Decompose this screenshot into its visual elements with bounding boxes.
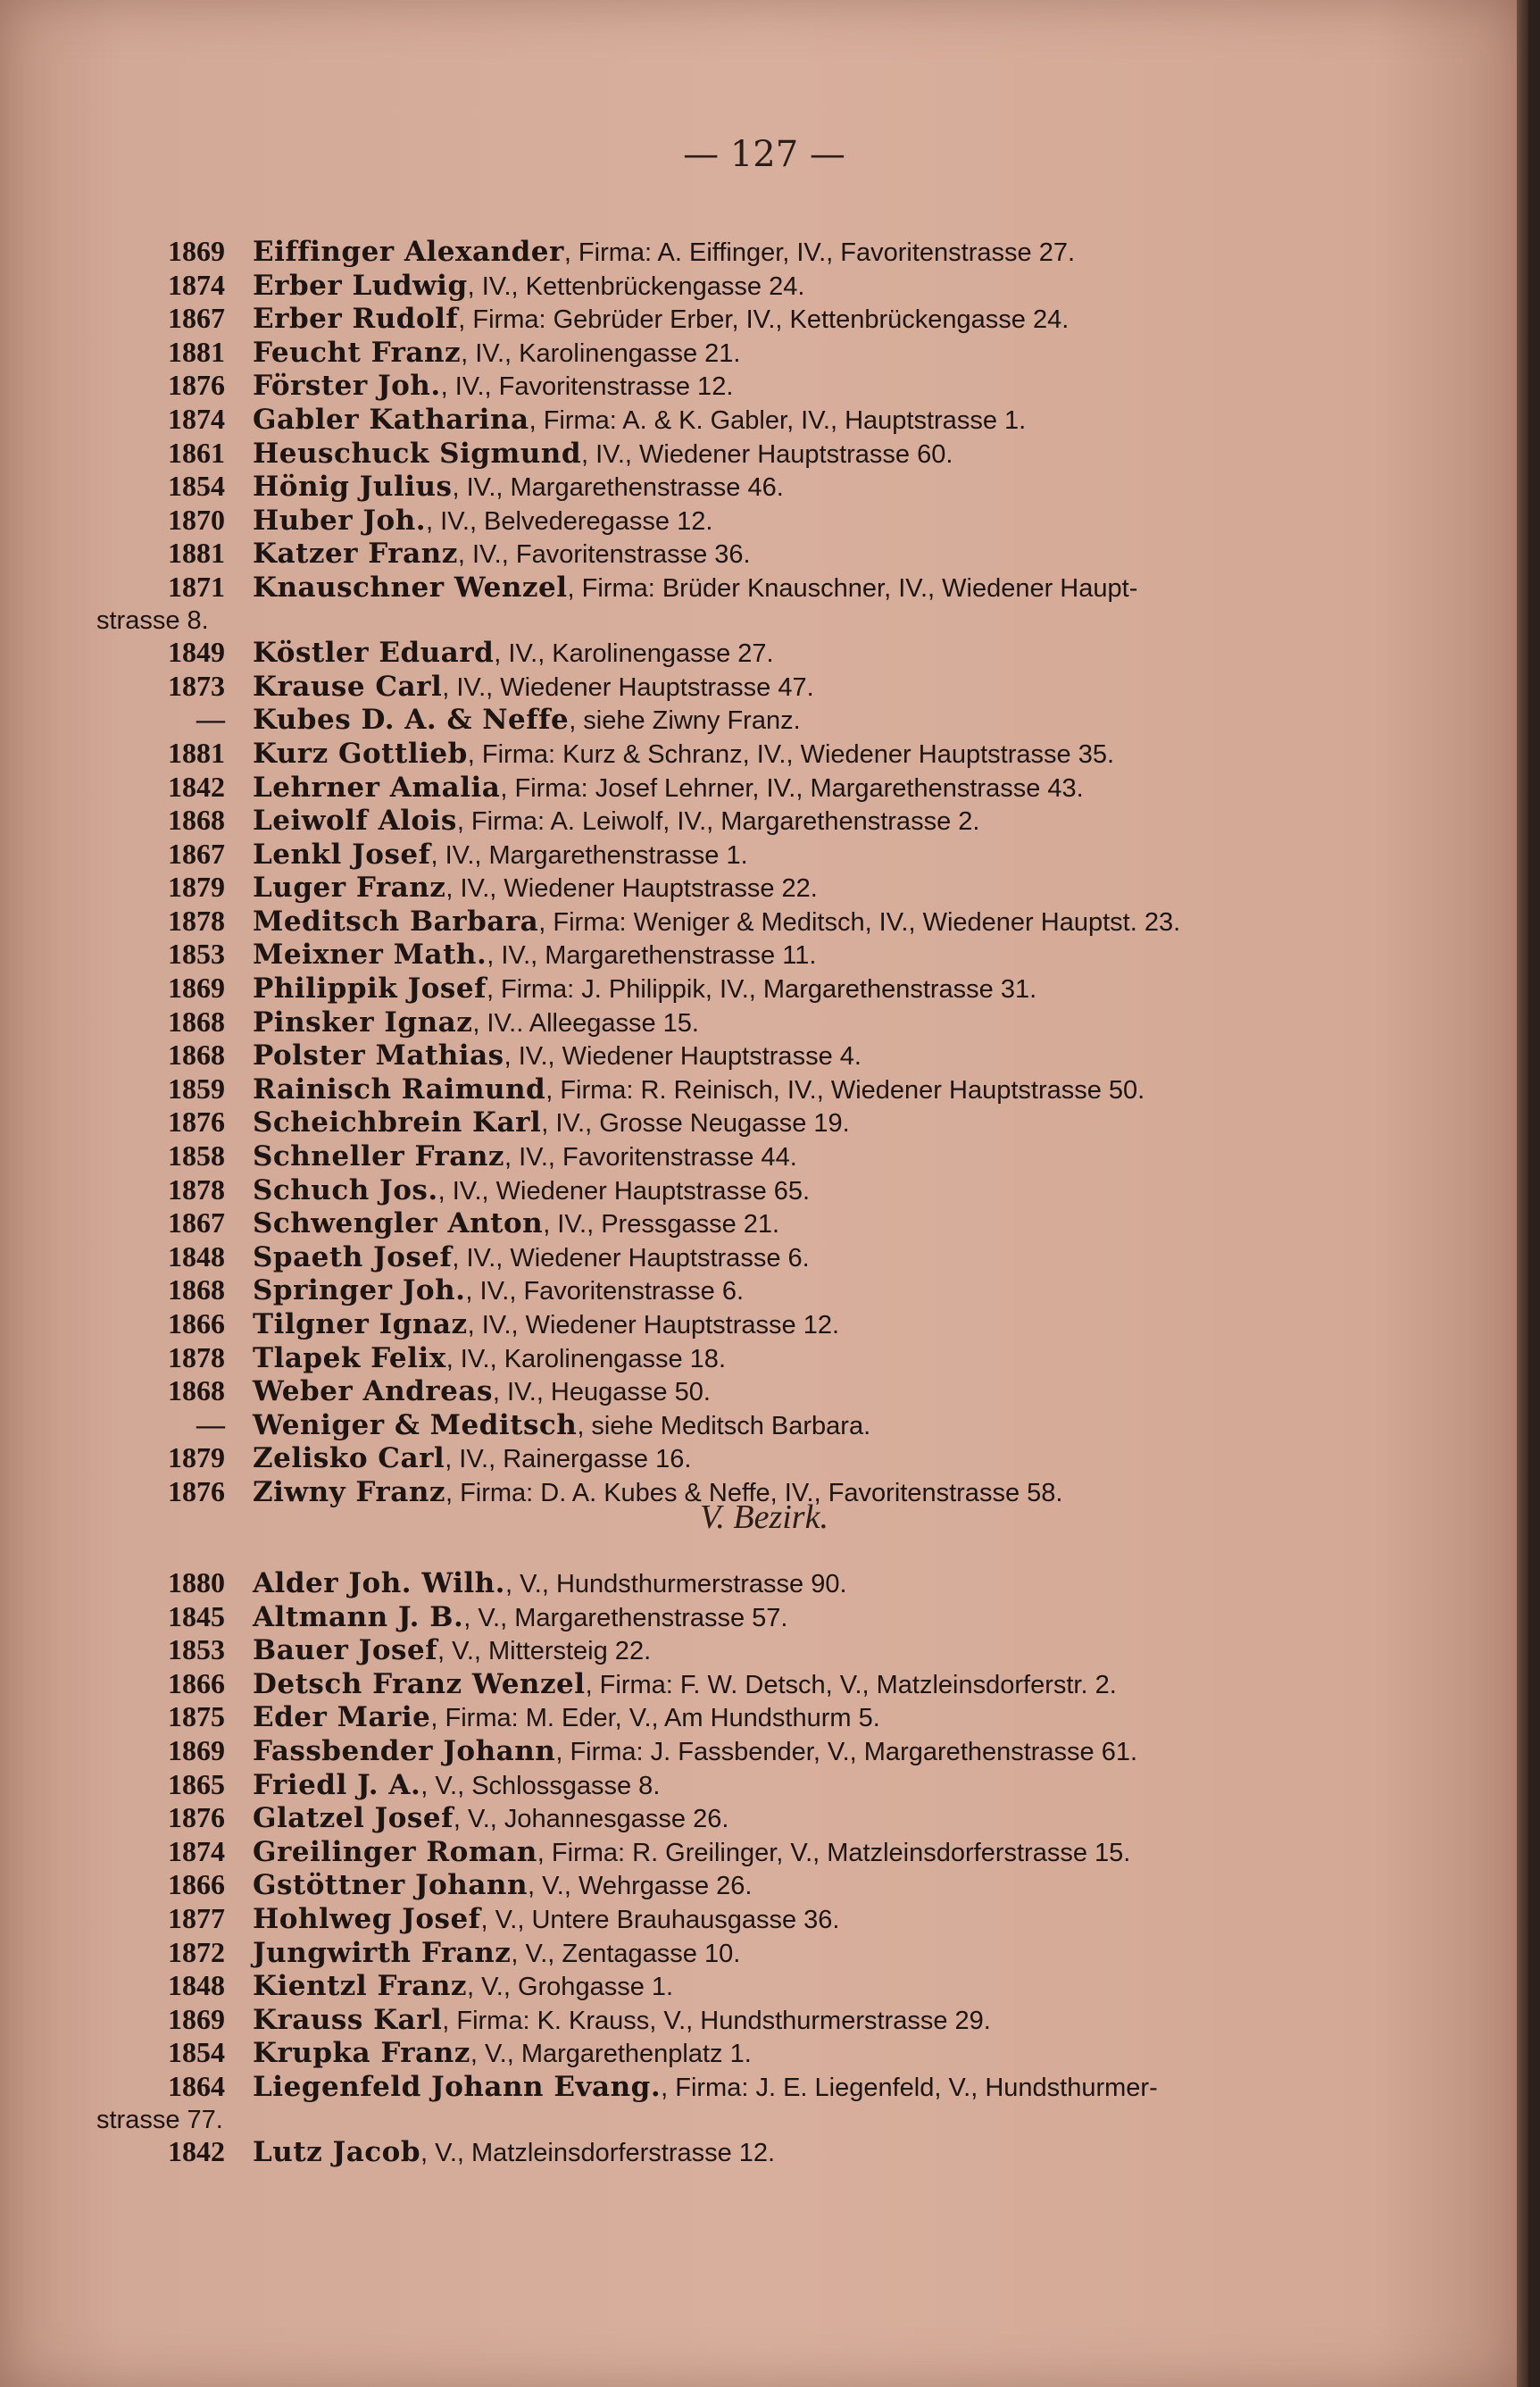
entry-year: 1881 xyxy=(168,537,225,570)
entry-detail: , IV., Kettenbrückengasse 24. xyxy=(467,271,805,301)
entry-name: Meditsch Barbara xyxy=(253,905,539,938)
entry-continuation: strasse 8. xyxy=(96,605,209,635)
entry-year: 1879 xyxy=(168,871,225,904)
entry-year: 1869 xyxy=(168,972,225,1005)
entry-continuation: strasse 77. xyxy=(96,2105,223,2134)
entry-year: 1869 xyxy=(168,1733,225,1766)
entry-detail: , IV., Favoritenstrasse 36. xyxy=(457,540,751,570)
list-item xyxy=(0,2136,1311,2170)
list-item xyxy=(0,438,1311,472)
entry-name: Bauer Josef xyxy=(253,1634,438,1667)
entry-year: 1858 xyxy=(168,1139,225,1173)
entry-detail: , Firma: D. A. Kubes & Neffe, IV., Favoritenstrasse 58. xyxy=(445,1478,1063,1507)
entry-detail: , siehe Meditsch Barbara. xyxy=(577,1411,871,1440)
entry-year: 1868 xyxy=(168,1273,225,1306)
entry-detail: , IV., Margarethenstrasse 11. xyxy=(487,941,817,971)
entry-year: 1875 xyxy=(168,1700,225,1733)
entry-year: 1853 xyxy=(168,938,225,971)
entry-name: Friedl J. A. xyxy=(253,1768,421,1801)
list-item xyxy=(0,637,1311,671)
entry-name: Philippik Josef xyxy=(253,972,487,1006)
list-item xyxy=(0,404,1311,438)
entry-year: 1872 xyxy=(168,1935,225,1968)
entry-year: 1866 xyxy=(168,1868,225,1901)
list-item xyxy=(0,1442,1311,1476)
entry-detail: , IV., Karolinengasse 18. xyxy=(445,1344,726,1373)
entry-detail: , V., Wehrgasse 26. xyxy=(528,1872,753,1901)
entry-detail: , IV., Margarethenstrasse 46. xyxy=(452,473,784,503)
entry-year: 1868 xyxy=(168,1005,225,1038)
entry-year: 1881 xyxy=(168,335,225,368)
entry-detail: , Firma: Weniger & Meditsch, IV., Wiedener Hauptst. 23. xyxy=(538,907,1181,937)
list-item xyxy=(0,1701,1311,1735)
entry-detail: , IV., Favoritenstrasse 6. xyxy=(465,1277,745,1306)
entry-year: 1879 xyxy=(168,1441,225,1474)
entry-name: Hohlweg Josef xyxy=(253,1902,481,1935)
entry-name: Heuschuck Sigmund xyxy=(253,437,581,470)
entry-year: 1848 xyxy=(168,1239,225,1273)
entry-name: Eder Marie xyxy=(253,1701,431,1734)
entry-detail: , Firma: A. & K. Gabler, IV., Hauptstrasse 1. xyxy=(529,405,1027,435)
entry-year: — xyxy=(196,703,225,736)
entry-detail: , IV., Wiedener Hauptstrasse 60. xyxy=(581,439,953,469)
list-item xyxy=(0,1869,1311,1903)
entry-name: Glatzel Josef xyxy=(253,1802,454,1835)
entry-year: 1864 xyxy=(168,2069,225,2102)
entry-detail: , IV., Belvederegasse 12. xyxy=(426,506,713,536)
entry-detail: , V., Matzleinsdorferstrasse 12. xyxy=(420,2139,776,2168)
list-item xyxy=(0,1207,1311,1241)
entry-name: Greilinger Roman xyxy=(253,1835,537,1868)
list-item xyxy=(0,2004,1311,2038)
entry-name: Erber Ludwig xyxy=(253,269,468,302)
entry-year: 1871 xyxy=(168,570,225,603)
entry-year: 1876 xyxy=(168,369,225,402)
entry-name: Kientzl Franz xyxy=(253,1970,467,2003)
entry-name: Detsch Franz Wenzel xyxy=(253,1667,586,1700)
entry-detail: , IV., Wiedener Hauptstrasse 22. xyxy=(445,874,818,904)
entry-year: 1878 xyxy=(168,1173,225,1206)
entry-detail: , V., Mittersteig 22. xyxy=(437,1637,652,1666)
entry-detail: , V., Untere Brauhausgasse 36. xyxy=(480,1905,840,1934)
list-item xyxy=(0,505,1311,538)
entry-year: 1845 xyxy=(168,1599,225,1632)
list-item xyxy=(0,236,1311,270)
entry-detail: , IV., Wiedener Hauptstrasse 12. xyxy=(467,1311,840,1340)
entry-name: Köstler Eduard xyxy=(253,637,495,670)
entry-detail: , IV., Wiedener Hauptstrasse 6. xyxy=(452,1243,810,1273)
list-item xyxy=(0,1140,1311,1174)
list-item xyxy=(0,538,1311,572)
entry-year: 1876 xyxy=(168,1106,225,1139)
list-item xyxy=(0,337,1311,371)
list-item xyxy=(0,303,1311,337)
entry-name: Alder Joh. Wilh. xyxy=(253,1567,505,1599)
entry-detail: , V., Grohgasse 1. xyxy=(467,1973,674,2002)
list-item xyxy=(0,772,1311,805)
entry-year: 1848 xyxy=(168,1969,225,2002)
entry-name: Lehrner Amalia xyxy=(253,771,501,804)
entry-name: Scheichbrein Karl xyxy=(253,1106,542,1139)
list-item xyxy=(0,1274,1311,1308)
entry-year: 1881 xyxy=(168,736,225,769)
entry-detail: , Firma: R. Reinisch, IV., Wiedener Hauptstrasse 50. xyxy=(545,1075,1145,1105)
entry-year: 1866 xyxy=(168,1307,225,1340)
entry-detail: , Firma: Josef Lehrner, IV., Margarethenstrasse 43. xyxy=(500,773,1084,803)
entry-detail: , Firma: K. Krauss, V., Hundsthurmerstrasse 29. xyxy=(442,2006,991,2035)
entry-year: 1878 xyxy=(168,904,225,937)
entry-name: Schwengler Anton xyxy=(253,1207,544,1240)
entry-detail: , IV., Karolinengasse 21. xyxy=(461,338,741,368)
entry-detail: , V., Schlossgasse 8. xyxy=(420,1771,661,1800)
entry-detail: , IV., Favoritenstrasse 12. xyxy=(440,372,734,402)
entry-detail: , Firma: M. Eder, V., Am Hundsthurm 5. xyxy=(430,1704,880,1733)
entry-year: 1874 xyxy=(168,402,225,435)
list-item xyxy=(0,1106,1311,1140)
entry-detail: , Firma: Gebrüder Erber, IV., Kettenbrückengasse 24. xyxy=(458,305,1070,335)
entry-name: Rainisch Raimund xyxy=(253,1072,546,1106)
entry-detail: , V., Margarethenplatz 1. xyxy=(470,2040,752,2069)
entry-year: 1859 xyxy=(168,1072,225,1105)
entry-detail: , IV., Heugasse 50. xyxy=(492,1378,711,1407)
entry-year: 1861 xyxy=(168,436,225,469)
entry-name: Ziwny Franz xyxy=(253,1475,445,1508)
district-iv-list xyxy=(0,236,1528,1510)
entry-name: Eiffinger Alexander xyxy=(253,236,564,268)
list-item xyxy=(0,738,1311,772)
entry-name: Feucht Franz xyxy=(253,336,462,369)
entry-detail: , Firma: J. E. Liegenfeld, V., Hundsthurmer- xyxy=(661,2073,1158,2102)
entry-year: 1869 xyxy=(168,2002,225,2035)
entry-year: 1865 xyxy=(168,1767,225,1800)
entry-detail: , V., Zentagasse 10. xyxy=(511,1939,741,1968)
entry-name: Schneller Franz xyxy=(253,1140,504,1173)
entry-name: Erber Rudolf xyxy=(253,303,459,336)
list-item xyxy=(0,270,1311,304)
entry-name: Hönig Julius xyxy=(253,471,453,504)
list-item xyxy=(0,1006,1311,1040)
entry-detail: , Firma: A. Leiwolf, IV., Margarethenstrasse 2. xyxy=(456,807,980,837)
entry-name: Kurz Gottlieb xyxy=(253,737,468,770)
entry-detail: , V., Margarethenstrasse 57. xyxy=(463,1603,788,1632)
entry-name: Förster Joh. xyxy=(253,370,441,403)
list-item xyxy=(0,972,1311,1006)
entry-name: Zelisko Carl xyxy=(253,1442,445,1475)
entry-detail: , Firma: R. Greilinger, V., Matzleinsdorferstrasse 15. xyxy=(537,1838,1131,1867)
list-item xyxy=(0,1937,1311,1971)
list-item xyxy=(0,872,1311,906)
list-item xyxy=(0,1903,1311,1937)
entry-name: Jungwirth Franz xyxy=(253,1936,512,1969)
list-item xyxy=(0,572,1311,605)
list-item xyxy=(0,1735,1311,1769)
entry-name: Tlapek Felix xyxy=(253,1341,446,1374)
list-item xyxy=(0,1375,1311,1409)
entry-detail: , Firma: J. Philippik, IV., Margarethenstrasse 31. xyxy=(486,975,1037,1005)
district-heading: V. Bezirk. xyxy=(700,1498,828,1536)
entry-detail: , IV., Grosse Neugasse 19. xyxy=(541,1109,850,1139)
list-item xyxy=(0,1802,1311,1836)
entry-detail: , V., Johannesgasse 26. xyxy=(453,1805,729,1834)
district-v-list xyxy=(0,1567,1528,2170)
entry-year: 1874 xyxy=(168,268,225,301)
list-item xyxy=(0,1409,1311,1443)
entry-name: Katzer Franz xyxy=(253,538,458,571)
entry-name: Liegenfeld Johann Evang. xyxy=(253,2070,662,2103)
entry-year: 1877 xyxy=(168,1901,225,1934)
entry-year: 1849 xyxy=(168,636,225,669)
list-item xyxy=(0,1970,1311,2004)
list-item xyxy=(0,671,1311,705)
entry-year: 1853 xyxy=(168,1633,225,1666)
entry-year: 1854 xyxy=(168,470,225,503)
entry-name: Fassbender Johann xyxy=(253,1734,556,1767)
list-item xyxy=(0,2071,1311,2105)
entry-name: Altmann J. B. xyxy=(253,1600,464,1633)
entry-detail: , V., Hundsthurmerstrasse 90. xyxy=(504,1570,847,1598)
list-item xyxy=(0,906,1311,939)
list-item xyxy=(0,1174,1311,1208)
entry-detail: , Firma: Kurz & Schranz, IV., Wiedener Hauptstrasse 35. xyxy=(467,739,1115,769)
entry-name: Schuch Jos. xyxy=(253,1173,438,1206)
entry-name: Weniger & Meditsch xyxy=(253,1408,578,1441)
list-item xyxy=(0,839,1311,872)
entry-detail: , IV., Wiedener Hauptstrasse 47. xyxy=(442,672,814,702)
entry-year: 1869 xyxy=(168,235,225,267)
entry-name: Krupka Franz xyxy=(253,2037,470,2070)
entry-year: 1867 xyxy=(168,837,225,870)
entry-name: Lutz Jacob xyxy=(253,2136,421,2169)
entry-name: Weber Andreas xyxy=(253,1375,493,1408)
entry-name: Leiwolf Alois xyxy=(253,805,457,838)
entry-name: Huber Joh. xyxy=(253,504,427,537)
entry-name: Gabler Katharina xyxy=(253,403,529,436)
list-item xyxy=(0,2037,1311,2071)
entry-name: Lenkl Josef xyxy=(253,838,431,871)
entry-year: 1866 xyxy=(168,1666,225,1699)
list-item xyxy=(0,1342,1311,1376)
entry-detail: , IV., Margarethenstrasse 1. xyxy=(430,840,748,870)
entry-detail: , IV., Wiedener Hauptstrasse 65. xyxy=(437,1176,811,1206)
entry-year: 1874 xyxy=(168,1834,225,1867)
entry-year: 1873 xyxy=(168,669,225,702)
list-item xyxy=(0,939,1311,972)
entry-name: Tilgner Ignaz xyxy=(253,1308,468,1340)
entry-year: 1876 xyxy=(168,1474,225,1507)
entry-year: 1876 xyxy=(168,1801,225,1834)
entry-year: 1842 xyxy=(168,770,225,803)
entry-year: 1868 xyxy=(168,804,225,837)
entry-name: Kubes D. A. & Neffe xyxy=(253,704,570,737)
entry-detail: , IV., Favoritenstrasse 44. xyxy=(504,1143,797,1173)
entry-year: 1867 xyxy=(168,302,225,335)
entry-year: 1854 xyxy=(168,2036,225,2069)
list-item xyxy=(0,1073,1311,1107)
entry-detail: , Firma: J. Fassbender, V., Margarethenstrasse 61. xyxy=(555,1737,1138,1766)
entry-year: 1878 xyxy=(168,1340,225,1373)
entry-name: Krauss Karl xyxy=(253,2003,443,2036)
entry-detail: , IV., Wiedener Hauptstrasse 4. xyxy=(504,1042,862,1072)
entry-detail: , Firma: A. Eiffinger, IV., Favoritenstrasse 27. xyxy=(563,238,1076,267)
entry-year: 1868 xyxy=(168,1374,225,1407)
entry-name: Gstöttner Johann xyxy=(253,1869,528,1902)
list-item xyxy=(0,1601,1311,1635)
list-item xyxy=(0,1039,1311,1073)
entry-name: Pinsker Ignaz xyxy=(253,1006,473,1039)
list-item xyxy=(0,1668,1311,1702)
entry-detail: , Firma: F. W. Detsch, V., Matzleinsdorferstr. 2. xyxy=(585,1670,1117,1699)
list-item xyxy=(0,805,1311,839)
list-item xyxy=(0,1769,1311,1803)
entry-detail: , IV., Pressgasse 21. xyxy=(543,1210,780,1239)
entry-year: 1868 xyxy=(168,1039,225,1072)
list-item xyxy=(0,1308,1311,1342)
entry-detail: , IV.. Alleegasse 15. xyxy=(472,1008,699,1038)
entry-name: Polster Mathias xyxy=(253,1039,504,1072)
entry-name: Krause Carl xyxy=(253,670,443,703)
entry-name: Spaeth Josef xyxy=(253,1240,453,1273)
list-item xyxy=(0,1634,1311,1668)
list-item xyxy=(0,1567,1311,1601)
list-item xyxy=(0,1241,1311,1275)
entry-year: 1880 xyxy=(168,1566,225,1598)
entry-name: Springer Joh. xyxy=(253,1274,466,1307)
entry-name: Luger Franz xyxy=(253,872,446,905)
entry-year: 1870 xyxy=(168,503,225,536)
entry-detail: , siehe Ziwny Franz. xyxy=(569,706,801,736)
list-item xyxy=(0,471,1311,505)
entry-year: 1867 xyxy=(168,1206,225,1239)
entry-detail: , Firma: Brüder Knauschner, IV., Wiedener Haupt- xyxy=(567,573,1138,603)
page-number: — 127 — xyxy=(683,134,845,175)
entry-name: Meixner Math. xyxy=(253,939,487,972)
list-item xyxy=(0,370,1311,404)
list-item xyxy=(0,1836,1311,1870)
entry-detail: , IV., Karolinengasse 27. xyxy=(494,639,774,669)
entry-detail: , IV., Rainergasse 16. xyxy=(445,1445,692,1474)
entry-name: Knauschner Wenzel xyxy=(253,571,568,604)
entry-year: — xyxy=(196,1407,225,1440)
entry-year: 1842 xyxy=(168,2135,225,2168)
list-item xyxy=(0,704,1311,738)
